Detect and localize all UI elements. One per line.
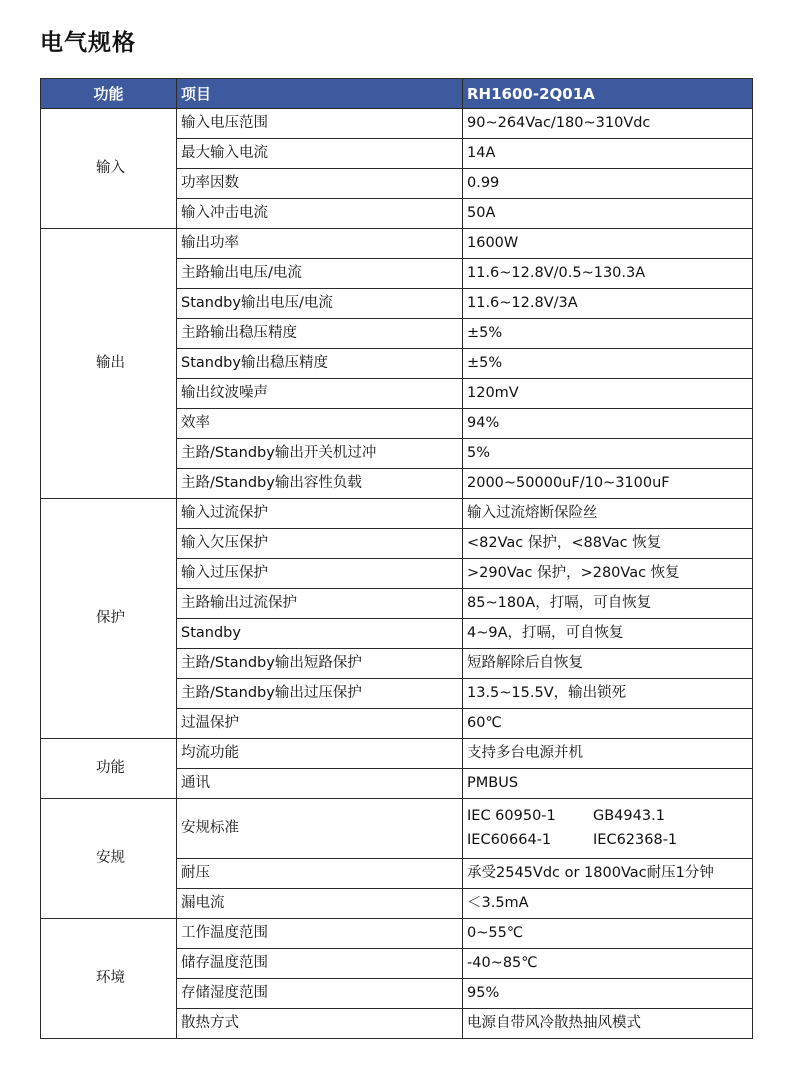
item-cell: 主路/Standby输出过压保护 [177,679,463,709]
value-cell: 11.6~12.8V/3A [463,289,753,319]
value-cell: 短路解除后自恢复 [463,649,753,679]
item-cell: 功率因数 [177,169,463,199]
category-function: 功能 [41,739,177,799]
value-cell: 94% [463,409,753,439]
item-cell: 储存温度范围 [177,949,463,979]
item-cell: 安规标准 [177,799,463,859]
spec-table [40,78,753,1039]
item-cell: 漏电流 [177,889,463,919]
item-cell: Standby输出电压/电流 [177,289,463,319]
standard-label: IEC 60950-1 [467,807,556,824]
category-protection: 保护 [41,499,177,739]
value-cell: 承受2545Vdc or 1800Vac耐压1分钟 [463,859,753,889]
standard-label: IEC62368-1 [593,831,678,848]
category-input: 输入 [41,109,177,229]
item-cell: 耐压 [177,859,463,889]
value-cell: 85~180A，打嗝，可自恢复 [463,589,753,619]
value-cell: ±5% [463,319,753,349]
table-row [41,919,753,949]
item-cell: 散热方式 [177,1009,463,1039]
value-cell: 4~9A，打嗝，可自恢复 [463,619,753,649]
item-cell: 输入过压保护 [177,559,463,589]
item-cell: 通讯 [177,769,463,799]
value-cell: 2000~50000uF/10~3100uF [463,469,753,499]
standard-label: GB4943.1 [593,807,665,824]
item-cell: 主路输出过流保护 [177,589,463,619]
table-row [41,499,753,529]
item-cell: 主路/Standby输出短路保护 [177,649,463,679]
item-cell: 输入欠压保护 [177,529,463,559]
value-cell: 14A [463,139,753,169]
value-cell: 0.99 [463,169,753,199]
safety-standards-cell [463,799,753,859]
value-cell: >290Vac 保护，>280Vac 恢复 [463,559,753,589]
item-cell: 主路输出稳压精度 [177,319,463,349]
value-cell: 5% [463,439,753,469]
item-cell: 均流功能 [177,739,463,769]
value-cell: 支持多台电源并机 [463,739,753,769]
value-cell: 120mV [463,379,753,409]
standards-line [467,829,752,853]
category-safety: 安规 [41,799,177,919]
table-row [41,109,753,139]
value-cell: 1600W [463,229,753,259]
value-cell: 13.5~15.5V，输出锁死 [463,679,753,709]
table-row [41,739,753,769]
table-row [41,799,753,859]
item-cell: 主路/Standby输出开关机过冲 [177,439,463,469]
item-cell: Standby [177,619,463,649]
value-cell: <82Vac 保护，<88Vac 恢复 [463,529,753,559]
value-cell: -40~85℃ [463,949,753,979]
value-cell: 11.6~12.8V/0.5~130.3A [463,259,753,289]
item-cell: 工作温度范围 [177,919,463,949]
item-cell: 效率 [177,409,463,439]
page-title: 电气规格 [40,30,136,56]
standard-label: IEC60664-1 [467,831,552,848]
item-cell: 最大输入电流 [177,139,463,169]
value-cell: 50A [463,199,753,229]
standards-line [467,805,752,829]
header-model: RH1600-2Q01A [463,79,753,109]
item-cell: 输入冲击电流 [177,199,463,229]
value-cell: ±5% [463,349,753,379]
value-cell: 输入过流熔断保险丝 [463,499,753,529]
value-cell: 90~264Vac/180~310Vdc [463,109,753,139]
item-cell: 存储湿度范围 [177,979,463,1009]
item-cell: 输出纹波噪声 [177,379,463,409]
item-cell: 输入过流保护 [177,499,463,529]
item-cell: 主路输出电压/电流 [177,259,463,289]
item-cell: 过温保护 [177,709,463,739]
header-func: 功能 [41,79,177,109]
value-cell: 60℃ [463,709,753,739]
table-row [41,229,753,259]
value-cell: PMBUS [463,769,753,799]
category-output: 输出 [41,229,177,499]
value-cell: 95% [463,979,753,1009]
item-cell: Standby输出稳压精度 [177,349,463,379]
value-cell: 0~55℃ [463,919,753,949]
item-cell: 输入电压范围 [177,109,463,139]
category-environment: 环境 [41,919,177,1039]
item-cell: 主路/Standby输出容性负载 [177,469,463,499]
value-cell: 电源自带风冷散热抽风模式 [463,1009,753,1039]
item-cell: 输出功率 [177,229,463,259]
header-row [41,79,753,109]
value-cell: ＜3.5mA [463,889,753,919]
header-item: 项目 [177,79,463,109]
